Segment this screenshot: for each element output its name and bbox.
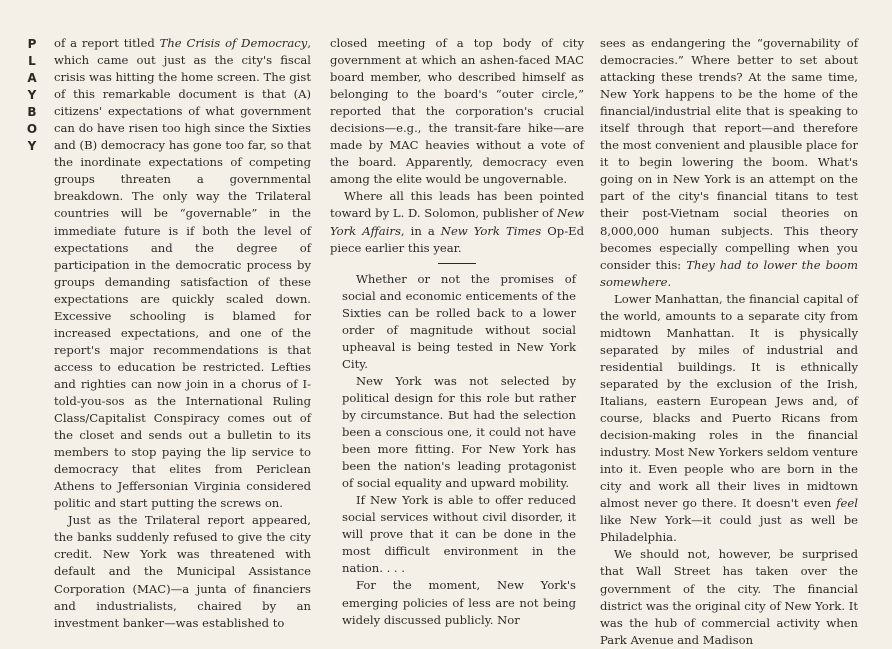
block-quote (342, 271, 576, 629)
side-label-letter: Y (27, 139, 37, 153)
side-label-letter: P (27, 37, 37, 51)
quote-paragraph: If New York is able to offer reduced social services without civil disorder, it will prove that it can be done in the most difficult environment in the nation. . . . (342, 493, 576, 576)
side-label-letter: L (28, 54, 36, 68)
side-label-letter: A (27, 71, 37, 85)
section-divider (438, 263, 476, 264)
paragraph: Where all this leads has been pointed toward by L. D. Solomon, publisher of New York Affairs, in a New York Times Op-Ed piece earlier this year. (330, 189, 584, 255)
italic-run: The Crisis of Democracy (159, 36, 308, 50)
italic-run: New York Times (440, 223, 542, 238)
side-label-letter: B (27, 105, 37, 119)
text-column-2 (330, 35, 584, 629)
paragraph: closed meeting of a top body of city government at which an ashen-faced MAC board member, who described himself as belonging to the board's “outer circle,” reported that the corporation's crucial decisions—e.g., the transit-fare hike—are made by MAC heavies without a vote of the board. Apparently, democracy even among the elite would be ungovernable. (330, 36, 584, 187)
side-label-letter: O (26, 122, 38, 136)
paragraph: Lower Manhattan, the financial capital of the world, amounts to a separate city from midtown Manhattan. It is physically separated by miles of industrial and residential buildings. It is ethnically separated by the exclusion of the Irish, Italians, eastern European Jews and, of course, blacks and Puerto Ricans from decision-making roles in the financial industry. Most New Yorkers seldom venture into it. Even people who are born in the city and work all their lives in midtown almost never go there. It doesn't even feel like New York—it could just as well be Philadelphia. (600, 291, 858, 545)
paragraph: of a report titled The Crisis of Democracy, which came out just as the city's fiscal crisis was hitting the home screen. The gist of this remarkable document is that (A) citizens' expectations of what government can do have risen too high since the Sixties and (B) democracy has gone too far, so that the inordinate expectations of competing groups threaten a governmental breakdown. The only way the Trilateral countries will be “governable” in the immediate future is if both the level of expectations and the degree of participation in the democratic process by groups demanding satisfaction of these expectations are quickly scaled down. Excessive schooling is blamed for increased expectations, and one of the report's major recommendations is that access to education be restricted. Lefties and righties can now join in a chorus of I-told-you-sos as the International Ruling Class/Capitalist Conspiracy comes out of the closet and sends out a bulletin to its members to stop paying the lip service to democracy that elites from Periclean Athens to Jeffersonian Virginia considered politic and start putting the screws on. (54, 36, 311, 511)
paragraph: sees as endangering the “governability of democracies.” Where better to set about attacking these trends? At the same time, New York happens to be the home of the financial/industrial elite that is speaking to itself through that report—and therefore the most convenient and plausible place for it to begin lowering the boom. What's going on in New York is an attempt on the part of the city's financial titans to test their post-Vietnam social theories on 8,000,000 human subjects. This theory becomes especially compelling when you consider this: They had to lower the boom somewhere. (600, 36, 859, 289)
italic-run: New York Affairs (330, 206, 584, 238)
side-label-letter: Y (27, 88, 37, 102)
paragraph: We should not, however, be surprised that Wall Street has taken over the government of the city. The financial district was the original city of New York. It was the hub of commercial activity when Park Avenue and Madison (600, 547, 858, 647)
quote-paragraph: Whether or not the promises of social and economic enticements of the Sixties can be rolled back to a lower order of magnitude without social upheaval is being tested in New York City. (342, 271, 576, 371)
italic-run: They had to lower the boom somewhere. (600, 257, 859, 289)
magazine-side-label (26, 36, 38, 155)
paragraph: Just as the Trilateral report appeared, the banks suddenly refused to give the city credit. New York was threatened with default and the Municipal Assistance Corporation (MAC)—a junta of financiers and industrialists, chaired by an investment banker—was established to (54, 513, 311, 630)
quote-paragraph: New York was not selected by political design for this role but rather by circumstance. But had the selection been a conscious one, it could not have been more fitting. For New York has been the nation's leading protagonist of social equality and upward mobility. (342, 373, 576, 491)
italic-run: feel (836, 496, 858, 511)
text-column-1 (54, 35, 311, 632)
quote-paragraph: For the moment, New York's emerging policies of less are not being widely discussed publicly. Nor (342, 578, 576, 627)
text-column-3 (600, 35, 858, 649)
